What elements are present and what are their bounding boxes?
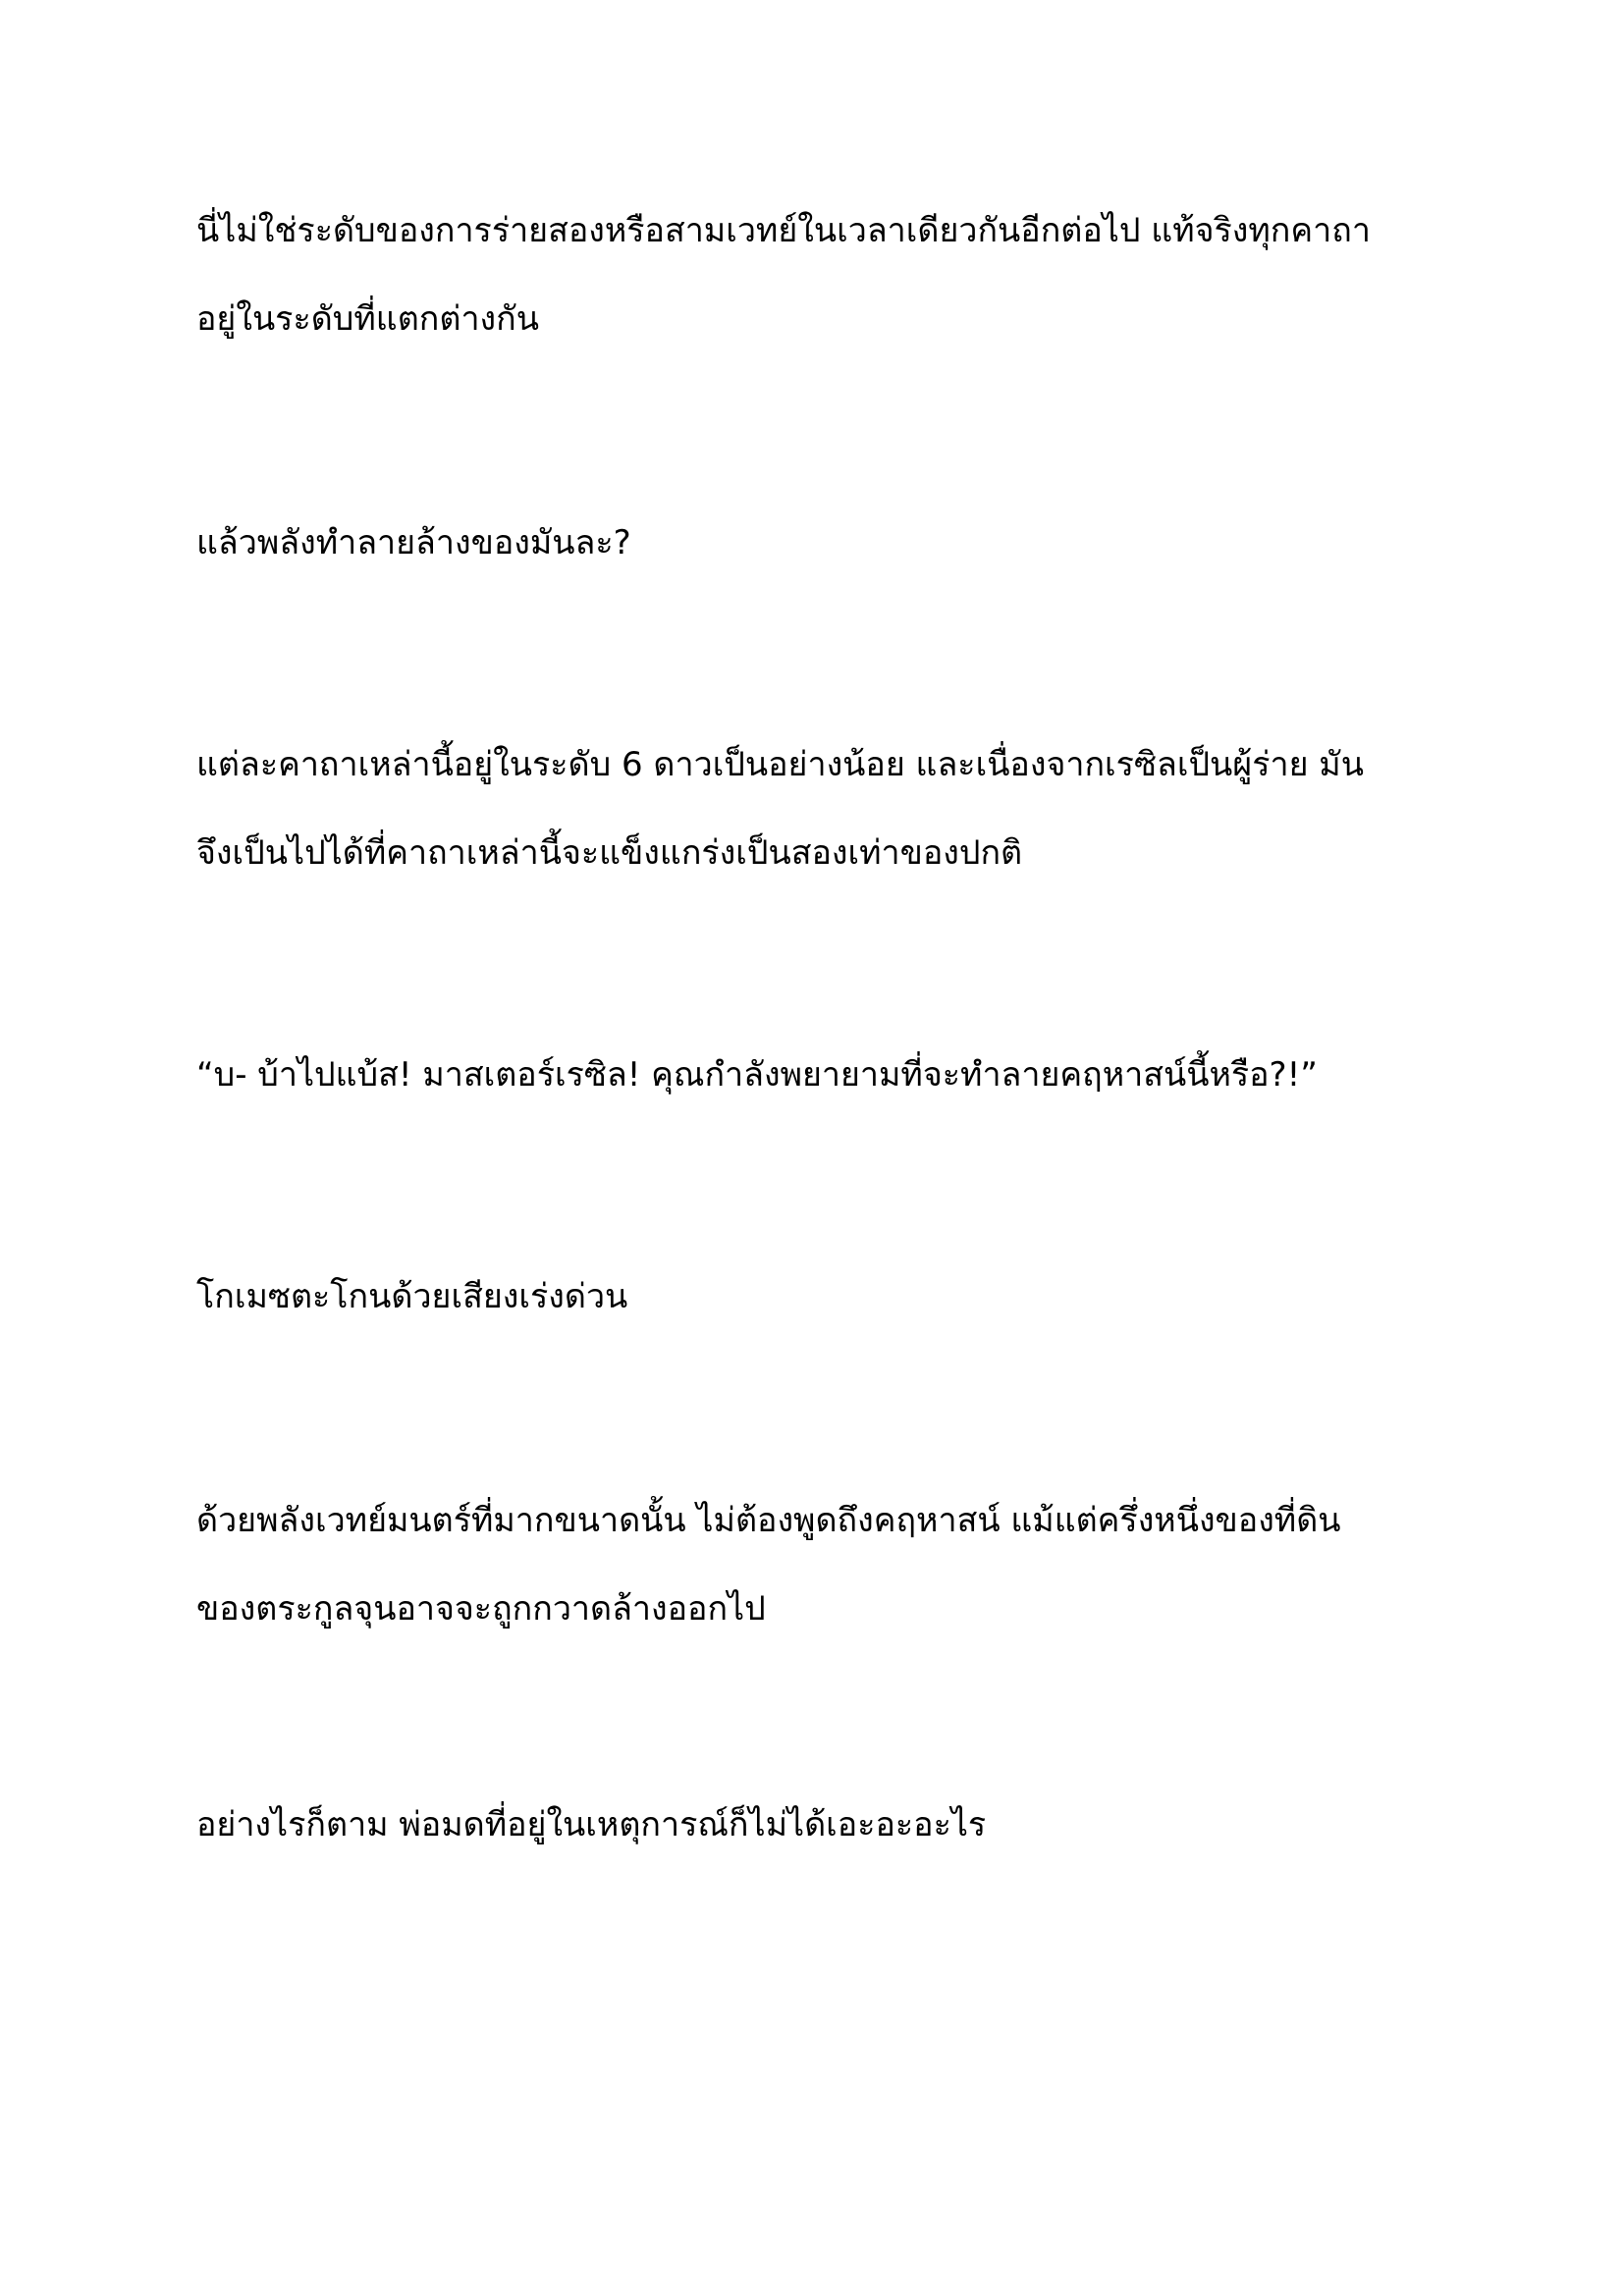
paragraph-2 [196,499,1434,587]
paragraph-5 [196,1253,1434,1341]
paragraph-line: จึงเป็นไปได้ที่คาถาเหล่านี้จะแข็งแกร่งเป็นสองเท่าของปกติ [196,833,1023,873]
paragraph-7 [196,1781,1434,1869]
paragraph-line: ของตระกูลจุนอาจจะถูกกวาดล้างออกไป [196,1589,766,1629]
paragraph-1 [196,187,1434,363]
paragraph-line: “บ- บ้าไปแบ้ส! มาสเตอร์เรซิล! คุณกำลังพยายามที่จะทำลายคฤหาสน์นี้หรือ?!” [196,1055,1318,1095]
paragraph-line: โกเมซตะโกนด้วยเสียงเร่งด่วน [196,1277,628,1316]
paragraph-line: แต่ละคาถาเหล่านี้อยู่ในระดับ 6 ดาวเป็นอย่างน้อย และเนื่องจากเรซิลเป็นผู้ร่าย มัน [196,745,1364,784]
paragraph-3 [196,721,1434,897]
paragraph-6 [196,1476,1434,1653]
paragraph-line: แล้วพลังทำลายล้างของมันละ? [196,523,631,562]
paragraph-line: ด้วยพลังเวทย์มนตร์ที่มากขนาดนั้น ไม่ต้องพูดถึงคฤหาสน์ แม้แต่ครึ่งหนึ่งของที่ดิน [196,1501,1341,1540]
paragraph-line: อยู่ในระดับที่แตกต่างกัน [196,299,539,339]
paragraph-line: อย่างไรก็ตาม พ่อมดที่อยู่ในเหตุการณ์ก็ไม่ได้เอะอะอะไร [196,1805,987,1844]
paragraph-4-dialogue [196,1031,1434,1119]
paragraph-line: นี่ไม่ใช่ระดับของการร่ายสองหรือสามเวทย์ในเวลาเดียวกันอีกต่อไป แท้จริงทุกคาถา [196,211,1371,250]
